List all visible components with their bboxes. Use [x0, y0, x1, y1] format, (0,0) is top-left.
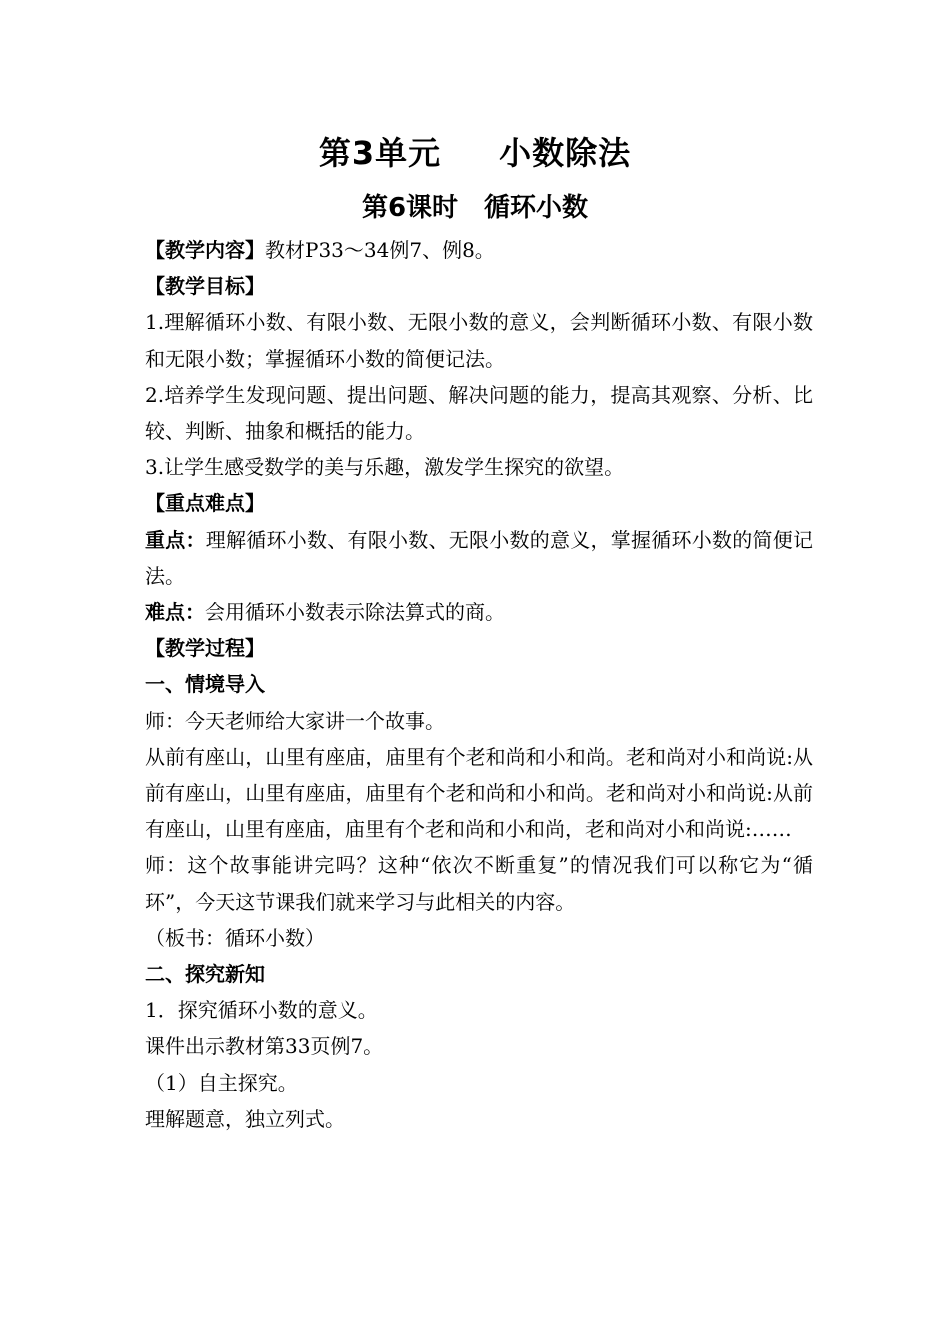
section-1-heading: 一、情境导入: [145, 672, 265, 697]
objectives-heading: 【教学目标】: [145, 274, 265, 299]
key-point: [145, 522, 813, 594]
difficulty-text: 会用循环小数表示除法算式的商。: [205, 600, 505, 625]
courseware-note: 课件出示教材第33页例7。: [145, 1034, 384, 1059]
board-note: （板书：循环小数）: [145, 925, 325, 950]
objective-2: 2.培养学生发现问题、提出问题、解决问题的能力，提高其观察、分析、比较、判断、抽象和概括的能力。: [145, 382, 813, 444]
lesson-name: 循环小数: [484, 193, 589, 223]
teacher-line-1: 师：今天老师给大家讲一个故事。: [145, 708, 445, 733]
self-explore: （1）自主探究。: [145, 1070, 298, 1095]
section-2-heading: 二、探究新知: [145, 962, 265, 987]
unit-label: 第3单元: [318, 134, 442, 172]
difficulty-label: 难点：: [145, 600, 205, 625]
unit-title: [0, 128, 950, 178]
story-paragraph: 从前有座山，山里有座庙，庙里有个老和尚和小和尚。老和尚对小和尚说:从前有座山，山里有座庙，庙里有个老和尚和小和尚。老和尚对小和尚说:从前有座山，山里有座庙，庙里有个老和尚和小和尚，老和尚对小和尚说:……: [145, 744, 813, 842]
key-point-label: 重点：: [145, 527, 206, 552]
teacher-line-2: 师：这个故事能讲完吗？这种“依次不断重复”的情况我们可以称它为“循环”，今天这节课我们就来学习与此相关的内容。: [145, 853, 813, 914]
difficulty: [145, 594, 813, 630]
process-heading: 【教学过程】: [145, 636, 265, 661]
unit-name: 小数除法: [499, 134, 632, 172]
objective-1: 1.理解循环小数、有限小数、无限小数的意义，会判断循环小数、有限小数和无限小数；掌握循环小数的简便记法。: [145, 310, 813, 371]
key-points-heading: 【重点难点】: [145, 491, 265, 516]
teaching-content-label: 【教学内容】: [145, 238, 265, 262]
lesson-label: 第6课时: [361, 193, 459, 223]
document-body: [145, 232, 813, 1137]
explore-1: 1．探究循环小数的意义。: [145, 998, 378, 1023]
objective-3: 3.让学生感受数学的美与乐趣，激发学生探究的欲望。: [145, 455, 625, 480]
understand-line: 理解题意，独立列式。: [145, 1106, 345, 1131]
teaching-content: [145, 232, 813, 268]
lesson-title: [0, 188, 950, 228]
teaching-content-text: 教材P33～34例7、例8。: [265, 238, 495, 262]
key-point-text: 理解循环小数、有限小数、无限小数的意义，掌握循环小数的简便记法。: [145, 527, 813, 588]
